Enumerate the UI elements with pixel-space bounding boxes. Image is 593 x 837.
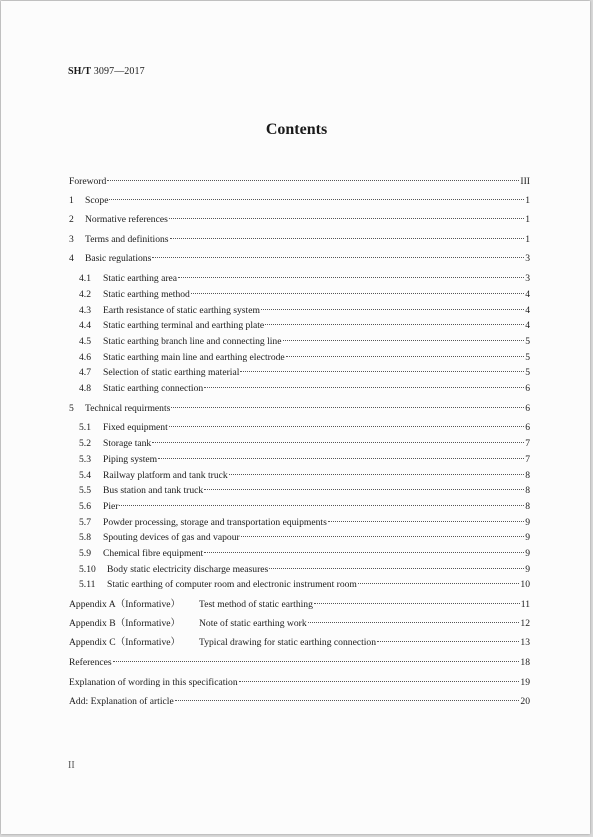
toc-entry-page: 9 — [525, 548, 530, 559]
dot-leader — [204, 387, 524, 388]
toc-entry[interactable] — [79, 532, 530, 544]
toc-entry-number: 4.5 — [79, 336, 91, 347]
toc-entry-label: Explanation of wording in this specification — [69, 677, 238, 688]
toc-entry-page: 9 — [525, 532, 530, 543]
toc-entry-label: Basic regulations — [85, 253, 152, 264]
toc-entry[interactable] — [79, 352, 530, 364]
toc-entry-label: Normative references — [85, 214, 168, 225]
dot-leader — [191, 293, 524, 294]
toc-entry-number: 4.1 — [79, 273, 91, 284]
dot-leader — [178, 277, 524, 278]
toc-entry[interactable] — [79, 383, 530, 395]
toc-entry[interactable] — [69, 599, 530, 611]
toc-entry-label: Earth resistance of static earthing system — [103, 305, 260, 316]
toc-entry-label: Static earthing branch line and connecting line — [103, 336, 282, 347]
toc-entry-number: 5.7 — [79, 517, 91, 528]
toc-entry[interactable] — [69, 176, 530, 188]
toc-entry-label: Test method of static earthing — [199, 599, 313, 610]
toc-entry-page: 9 — [525, 564, 530, 575]
toc-entry[interactable] — [69, 618, 530, 630]
toc-entry[interactable] — [79, 517, 530, 529]
toc-entry-number: 5.10 — [79, 564, 96, 575]
dot-leader — [204, 489, 524, 490]
toc-entry-page: 4 — [525, 305, 530, 316]
toc-entry-page: 7 — [525, 454, 530, 465]
toc-entry-page: 6 — [525, 383, 530, 394]
dot-leader — [265, 324, 524, 325]
toc-entry-label: Chemical fibre equipment — [103, 548, 204, 559]
toc-entry[interactable] — [79, 367, 530, 379]
toc-entry-label: Fixed equipment — [103, 422, 168, 433]
toc-entry-page: 20 — [520, 696, 530, 707]
toc-entry[interactable] — [79, 470, 530, 482]
dot-leader — [119, 505, 524, 506]
toc-entry-page: 5 — [525, 367, 530, 378]
toc-entry-label: Static earthing method — [103, 289, 190, 300]
toc-entry-label: Storage tank — [103, 438, 152, 449]
toc-entry-number: 4.2 — [79, 289, 91, 300]
dot-leader — [175, 700, 520, 701]
toc-entry-number: 4.3 — [79, 305, 91, 316]
dot-leader — [109, 199, 524, 200]
dot-leader — [239, 681, 520, 682]
toc-entry[interactable] — [79, 548, 530, 560]
toc-entry-number: Appendix B（Informative） — [69, 618, 181, 629]
page-title: Contents — [265, 121, 328, 138]
toc-entry-label: Note of static earthing work — [199, 618, 307, 629]
toc-entry-page: 12 — [520, 618, 530, 629]
toc-entry[interactable] — [79, 564, 530, 576]
toc-entry[interactable] — [69, 234, 530, 246]
toc-entry-page: 8 — [525, 485, 530, 496]
toc-entry-label: Selection of static earthing material — [103, 367, 240, 378]
toc-entry-label: Railway platform and tank truck — [103, 470, 228, 481]
dot-leader — [169, 426, 524, 427]
toc-entry-label: Static earthing main line and earthing electrode — [103, 352, 285, 363]
toc-entry[interactable] — [69, 253, 530, 265]
dot-leader — [170, 238, 525, 239]
toc-entry-label: Bus station and tank truck — [103, 485, 204, 496]
toc-entry-number: 5.1 — [79, 422, 91, 433]
toc-entry-page: III — [520, 176, 530, 187]
toc-entry-number: 1 — [69, 195, 74, 206]
toc-entry[interactable] — [79, 422, 530, 434]
toc-entry-label: Pier — [103, 501, 119, 512]
dot-leader — [152, 257, 524, 258]
toc-entry-page: 7 — [525, 438, 530, 449]
dot-leader — [283, 340, 525, 341]
dot-leader — [377, 641, 519, 642]
toc-entry[interactable] — [69, 677, 530, 689]
toc-entry-page: 10 — [520, 579, 530, 590]
standard-code-number: 3097—2017 — [91, 66, 145, 77]
dot-leader — [286, 356, 525, 357]
toc-entry-page: 1 — [525, 234, 530, 245]
toc-entry-number: 5.3 — [79, 454, 91, 465]
toc-entry[interactable] — [69, 696, 530, 708]
toc-entry-page: 6 — [525, 422, 530, 433]
toc-entry-number: Appendix C（Informative） — [69, 637, 181, 648]
toc-entry-number: Appendix A（Informative） — [69, 599, 181, 610]
toc-entry-label: Scope — [85, 195, 109, 206]
toc-entry-label: Body static electricity discharge measures — [107, 564, 269, 575]
toc-entry-label: Add: Explanation of article — [69, 696, 174, 707]
toc-entry-label: Typical drawing for static earthing connection — [199, 637, 377, 648]
toc-entry-page: 5 — [525, 352, 530, 363]
toc-entry[interactable] — [79, 273, 530, 285]
toc-entry[interactable] — [79, 336, 530, 348]
toc-entry-page: 3 — [525, 253, 530, 264]
dot-leader — [240, 371, 524, 372]
toc-entry-label: Static earthing of computer room and electronic instrument room — [107, 579, 357, 590]
toc-entry-number: 4.8 — [79, 383, 91, 394]
toc-entry-page: 8 — [525, 501, 530, 512]
toc-entry-page: 1 — [525, 214, 530, 225]
toc-entry-label: Static earthing terminal and earthing plate — [103, 320, 265, 331]
dot-leader — [241, 536, 525, 537]
standard-code — [68, 66, 145, 77]
toc-entry-label: Terms and definitions — [85, 234, 169, 245]
toc-entry[interactable] — [69, 195, 530, 207]
toc-entry-number: 5.8 — [79, 532, 91, 543]
dot-leader — [152, 442, 524, 443]
toc-entry-number: 5.4 — [79, 470, 91, 481]
toc-entry-page: 9 — [525, 517, 530, 528]
toc-entry-page: 3 — [525, 273, 530, 284]
toc-entry-label: Static earthing connection — [103, 383, 204, 394]
toc-entry[interactable] — [69, 657, 530, 669]
toc-entry-number: 5.6 — [79, 501, 91, 512]
dot-leader — [269, 568, 524, 569]
toc-entry-label: Technical requirments — [85, 403, 171, 414]
dot-leader — [171, 407, 524, 408]
toc-entry[interactable] — [69, 214, 530, 226]
dot-leader — [358, 583, 520, 584]
toc-entry-label: Spouting devices of gas and vapour — [103, 532, 240, 543]
toc-entry-number: 5.2 — [79, 438, 91, 449]
toc-entry-label: Piping system — [103, 454, 158, 465]
toc-entry-page: 11 — [520, 599, 530, 610]
dot-leader — [113, 661, 520, 662]
toc-entry-label: Powder processing, storage and transportation equipments — [103, 517, 327, 528]
toc-entry-page: 4 — [525, 289, 530, 300]
toc-entry-label: Static earthing area — [103, 273, 178, 284]
toc-entry-label: Foreword — [69, 176, 107, 187]
toc-entry-page: 13 — [520, 637, 530, 648]
dot-leader — [169, 218, 524, 219]
toc-entry[interactable] — [79, 438, 530, 450]
toc-entry-label: References — [69, 657, 112, 668]
toc-entry-number: 5 — [69, 403, 74, 414]
toc-entry[interactable] — [79, 485, 530, 497]
dot-leader — [314, 603, 520, 604]
toc-entry[interactable] — [79, 305, 530, 317]
toc-entry-number: 5.5 — [79, 485, 91, 496]
toc-entry-number: 5.11 — [79, 579, 96, 590]
dot-leader — [308, 622, 520, 623]
toc-entry[interactable] — [69, 403, 530, 415]
standard-code-prefix: SH/T — [68, 66, 92, 77]
toc-entry[interactable] — [79, 579, 530, 591]
toc-entry[interactable] — [79, 454, 530, 466]
toc-entry-number: 4.4 — [79, 320, 91, 331]
toc-entry-number: 2 — [69, 214, 74, 225]
toc-entry[interactable] — [79, 320, 530, 332]
dot-leader — [229, 474, 525, 475]
page-number: II — [68, 760, 75, 771]
toc-entry[interactable] — [79, 501, 530, 513]
dot-leader — [158, 458, 524, 459]
dot-leader — [107, 180, 519, 181]
toc-entry[interactable] — [69, 637, 530, 649]
dot-leader — [261, 309, 524, 310]
toc-entry-page: 18 — [520, 657, 530, 668]
toc-entry-number: 5.9 — [79, 548, 91, 559]
toc-entry-page: 6 — [525, 403, 530, 414]
dot-leader — [204, 552, 524, 553]
dot-leader — [328, 521, 524, 522]
toc-entry-number: 4.7 — [79, 367, 91, 378]
toc-entry-page: 19 — [520, 677, 530, 688]
toc-entry-page: 4 — [525, 320, 530, 331]
toc-entry[interactable] — [79, 289, 530, 301]
toc-entry-number: 3 — [69, 234, 74, 245]
toc-entry-page: 1 — [525, 195, 530, 206]
toc-entry-number: 4.6 — [79, 352, 91, 363]
toc-entry-page: 8 — [525, 470, 530, 481]
toc-entry-page: 5 — [525, 336, 530, 347]
toc-entry-number: 4 — [69, 253, 74, 264]
